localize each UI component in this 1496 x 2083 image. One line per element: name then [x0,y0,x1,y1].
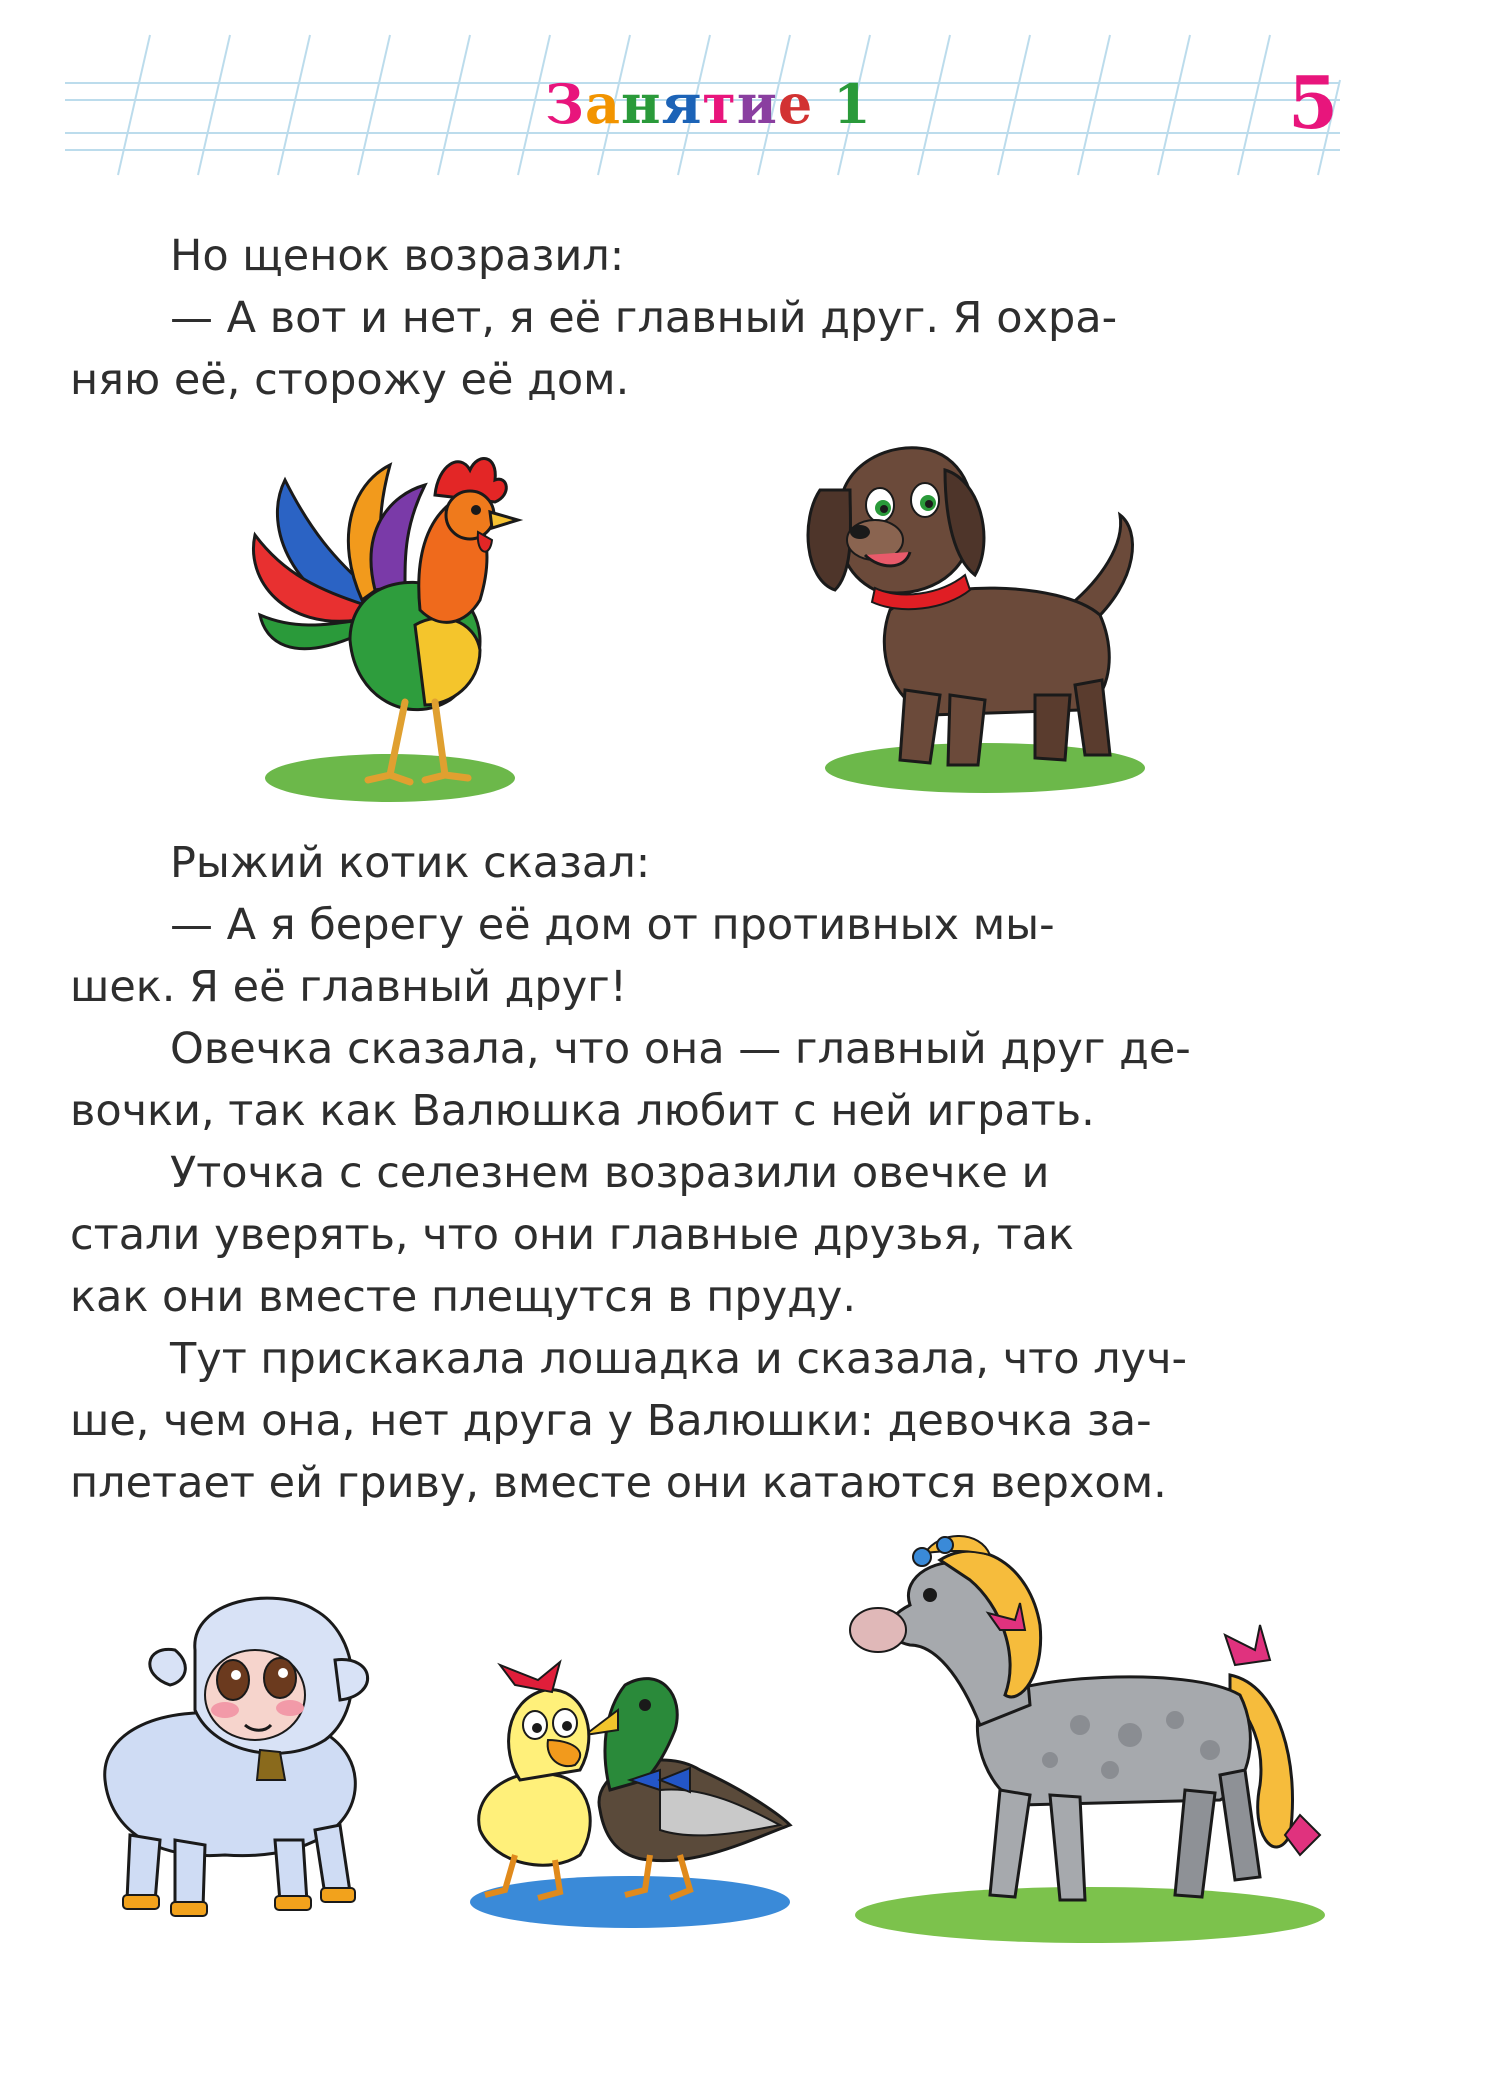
text-line: — А вот и нет, я её главный друг. Я охра- [170,293,1118,343]
text-line: стали уверять, что они главные друзья, так [70,1210,1074,1260]
text-line: плетает ей гриву, вместе они катаются верхом. [70,1458,1167,1508]
lesson-title: Занятие 1 [545,72,872,136]
rooster-illustration [240,440,570,820]
text-line: ше, чем она, нет друга у Валюшки: девочка за- [70,1396,1152,1446]
page-number: 5 [1288,60,1339,145]
text-line: Овечка сказала, что она — главный друг де- [170,1024,1191,1074]
page-header [0,0,1496,190]
text-line: Рыжий котик сказал: [170,838,651,888]
text-line: Но щенок возразил: [170,231,625,281]
text-line: Тут прискакала лошадка и сказала, что луч- [170,1334,1188,1384]
text-paragraph-top [70,225,1338,411]
puppy-illustration [780,430,1190,810]
text-line: как они вместе плещутся в пруду. [70,1272,856,1322]
horse-illustration [830,1535,1350,1945]
text-paragraph-middle [70,832,1338,1514]
ducks-illustration [460,1640,800,1940]
text-line: няю её, сторожу её дом. [70,355,630,405]
lamb-illustration [75,1590,435,1930]
text-line: вочки, так как Валюшка любит с ней играть. [70,1086,1095,1136]
text-line: шек. Я её главный друг! [70,962,627,1012]
text-line: Уточка с селезнем возразили овечке и [170,1148,1050,1198]
text-line: — А я берегу её дом от противных мы- [170,900,1055,950]
